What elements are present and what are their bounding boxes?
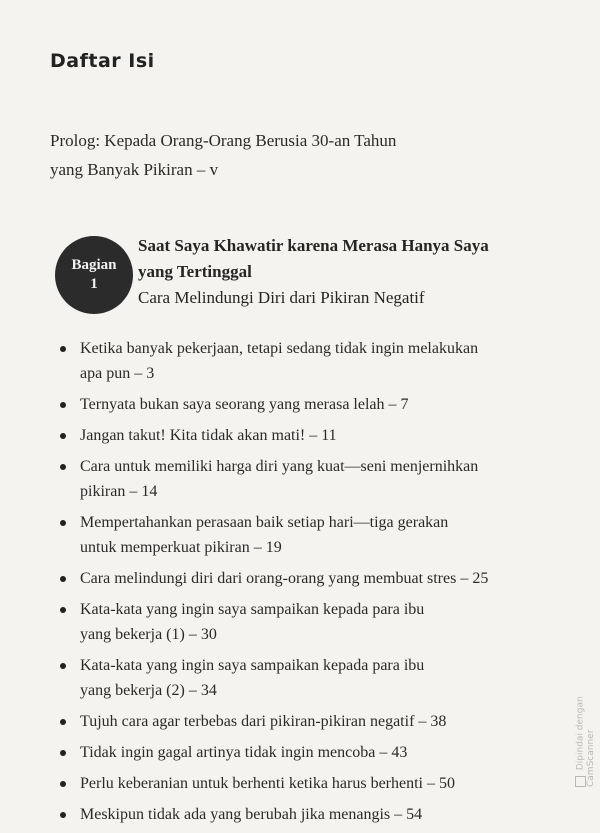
- scanner-watermark: [575, 640, 596, 787]
- toc-entry-line: Mempertahankan perasaan baik setiap hari—tiga gerakan: [80, 514, 449, 531]
- toc-entry-line: Kata-kata yang ingin saya sampaikan kepada para ibu: [80, 657, 425, 674]
- toc-entry: [58, 336, 540, 386]
- badge-number: 1: [90, 276, 98, 292]
- toc-entry: [58, 597, 540, 647]
- camscanner-icon: [575, 776, 586, 787]
- toc-entry-line: yang bekerja (1) – 30: [80, 626, 217, 643]
- toc-entry: [58, 802, 540, 827]
- toc-entry-line: Kata-kata yang ingin saya sampaikan kepada para ibu: [80, 601, 425, 618]
- toc-entry-line: Cara melindungi diri dari orang-orang yang membuat stres – 25: [80, 570, 489, 587]
- watermark-text: Dipindai dengan CamScanner: [575, 696, 596, 787]
- prolog-line-2: yang Banyak Pikiran – v: [50, 160, 219, 179]
- page-title: Daftar Isi: [50, 50, 155, 72]
- toc-entry-line: Tidak ingin gagal artinya tidak ingin mencoba – 43: [80, 744, 408, 761]
- toc-entry: [58, 510, 540, 560]
- toc-entry-line: Meskipun tidak ada yang berubah jika menangis – 54: [80, 806, 423, 823]
- toc-entry: [58, 653, 540, 703]
- section-heading: [138, 233, 489, 311]
- toc-list: [58, 336, 540, 833]
- section-title-line-2: yang Tertinggal: [138, 262, 252, 281]
- toc-entry-line: Jangan takut! Kita tidak akan mati! – 11: [80, 427, 337, 444]
- toc-entry-line: Ketika banyak pekerjaan, tetapi sedang tidak ingin melakukan: [80, 340, 479, 357]
- toc-entry-line: yang bekerja (2) – 34: [80, 682, 217, 699]
- badge-label: Bagian: [71, 257, 117, 273]
- toc-entry-line: Cara untuk memiliki harga diri yang kuat—seni menjernihkan: [80, 458, 479, 475]
- toc-entry-line: Tujuh cara agar terbebas dari pikiran-pikiran negatif – 38: [80, 713, 447, 730]
- toc-entry: [58, 392, 540, 417]
- toc-entry-line: Perlu keberanian untuk berhenti ketika harus berhenti – 50: [80, 775, 455, 792]
- toc-entry: [58, 740, 540, 765]
- prolog-line-1: Prolog: Kepada Orang-Orang Berusia 30-an Tahun: [50, 131, 397, 150]
- section-subtitle: Cara Melindungi Diri dari Pikiran Negatif: [138, 288, 425, 307]
- section-badge: [55, 236, 133, 314]
- toc-entry-line: Ternyata bukan saya seorang yang merasa lelah – 7: [80, 396, 409, 413]
- prolog-entry: [50, 126, 396, 184]
- toc-entry-line: pikiran – 14: [80, 483, 158, 500]
- toc-entry: [58, 454, 540, 504]
- section-title-line-1: Saat Saya Khawatir karena Merasa Hanya Saya: [138, 236, 489, 255]
- toc-entry: [58, 771, 540, 796]
- toc-entry: [58, 709, 540, 734]
- toc-entry-line: untuk memperkuat pikiran – 19: [80, 539, 282, 556]
- toc-entry: [58, 423, 540, 448]
- toc-entry: [58, 566, 540, 591]
- toc-entry-line: apa pun – 3: [80, 365, 155, 382]
